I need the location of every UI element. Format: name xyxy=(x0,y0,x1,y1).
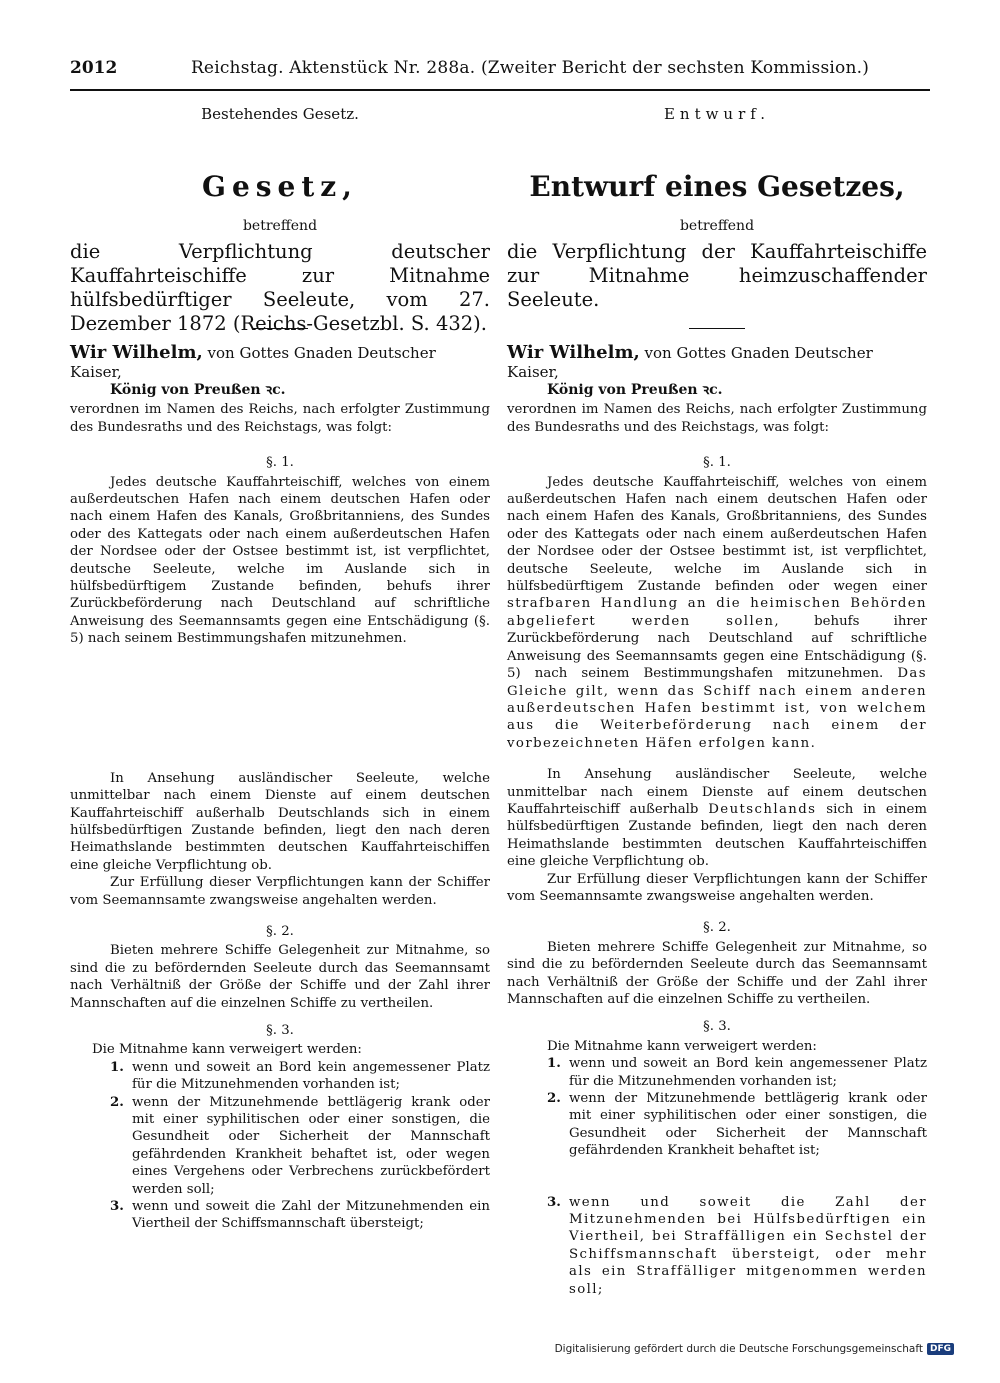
right-preamble-line1 xyxy=(507,343,927,382)
right-sec1-paragraph-3: Zur Erfüllung dieser Verpflichtungen kann der Schiffer vom Seemannsamte zwangsweise angehalten werden. xyxy=(507,871,927,904)
right-preamble-name: Wir Wilhelm, xyxy=(507,342,640,363)
left-sec1-heading: §. 1. xyxy=(266,455,294,471)
right-sec1-paragraph-2: In Ansehung ausländischer Seeleute, welche unmittelbar nach einem Dienste auf einem deutschen Kauffahrteischiff außerhalb Deutschlands sich in einem hülfsbedürftigen Zustande befinden, liegt den nach deren Heimathslande bestimmten deutschen Kauffahrteischiffen eine gleiche Verpflichtung ob. xyxy=(507,767,927,870)
right-sec3-intro: Die Mitnahme kann verweigert werden: xyxy=(547,1038,817,1054)
left-sec3-list xyxy=(70,1059,490,1233)
list-item: 1. wenn und soweit an Bord kein angemessener Platz für die Mitzunehmenden vorhanden ist; xyxy=(110,1059,490,1093)
right-preamble-title: von Gottes Gnaden Deutscher Kaiser, xyxy=(507,344,873,381)
right-gap xyxy=(507,752,927,766)
left-subject: die Verpflichtung deutscher Kauffahrteischiffe zur Mitnahme hülfsbedürftiger Seeleute, vom 27. Dezember 1872 (Reichs-Gesetzbl. S. 432). xyxy=(70,240,490,335)
right-betreffend: betreffend xyxy=(679,218,755,234)
left-column-heading: Bestehendes Gesetz. xyxy=(201,105,359,123)
list-item: 1. wenn und soweit an Bord kein angemessener Platz für die Mitzunehmenden vorhanden ist; xyxy=(547,1056,927,1089)
left-sec2-paragraph: Bieten mehrere Schiffe Gelegenheit zur Mitnahme, so sind die zu befördernden Seeleute durch das Seemannsamt nach Verhältniß der Größe der Schiffe und der Zahl ihrer Mannschaften auf die einzelnen Schiffe zu vertheilen. xyxy=(70,943,490,1011)
list-item: 3. wenn und soweit die Zahl der Mitzunehmenden bei Hülfsbedürftigen ein Viertheil, bei Straffälligen ein Sechstel der Schiffsmannschaft übersteigt, oder mehr als ein Straffälliger mitgenommen werden soll; xyxy=(547,1194,927,1297)
page-number: 2012 xyxy=(70,58,118,78)
left-sec3-heading: §. 3. xyxy=(266,1022,294,1038)
right-sec3-heading: §. 3. xyxy=(703,1019,731,1035)
left-sec1-paragraph-3: Zur Erfüllung dieser Verpflichtungen kann der Schiffer vom Seemannsamte zwangsweise angehalten werden. xyxy=(70,875,490,908)
right-preamble-body: verordnen im Namen des Reichs, nach erfolgter Zustimmung des Bundesraths und des Reichstags, was folgt: xyxy=(507,402,927,435)
right-sec2-paragraph: Bieten mehrere Schiffe Gelegenheit zur Mitnahme, so sind die zu befördernden Seeleute durch das Seemannsamt nach Verhältniß der Größe der Schiffe und der Zahl ihrer Mannschaften auf die einzelnen Schiffe zu vertheilen. xyxy=(507,939,927,1007)
running-header xyxy=(70,58,930,91)
left-preamble-line2: König von Preußen ꝛc. xyxy=(110,382,286,398)
right-title: Entwurf eines Gesetzes, xyxy=(529,170,905,203)
left-betreffend: betreffend xyxy=(242,218,318,234)
right-sec1-amendment-1: strafbaren Handlung an die heimischen Behörden abgeliefert werden sollen, xyxy=(507,596,927,629)
running-title: Reichstag. Aktenstück Nr. 288a. (Zweiter Bericht der sechsten Kommission.) xyxy=(190,58,870,78)
left-preamble-name: Wir Wilhelm, xyxy=(70,342,203,363)
right-preamble-line2: König von Preußen ꝛc. xyxy=(547,382,723,398)
left-sec3-intro: Die Mitnahme kann verweigert werden: xyxy=(92,1042,362,1058)
list-item: 2. wenn der Mitzunehmende bettlägerig krank oder mit einer syphilitischen oder einer sonstigen, die Gesundheit oder Sicherheit der Mannschaft gefährdenden Krankheit behaftet ist; xyxy=(547,1091,927,1159)
digitization-footer xyxy=(555,1343,954,1355)
left-preamble-body: verordnen im Namen des Reichs, nach erfolgter Zustimmung des Bundesraths und des Reichstags, was folgt: xyxy=(70,402,490,435)
left-sec1-paragraph-1: Jedes deutsche Kauffahrteischiff, welches von einem außerdeutschen Hafen nach einem deutschen Hafen oder nach einem Hafen des Kanals, Großbritanniens, des Sundes oder des Kattegats oder nach einem außerdeutschen Hafen der Nordsee oder der Ostsee bestimmt ist, ist verpflichtet, deutsche Seeleute, welche im Auslande sich in hülfsbedürftigem Zustande befinden, behufs ihrer Zurückbeförderung nach Deutschland auf schriftliche Anweisung des Seemannsamts gegen eine Entschädigung (§. 5) nach seinem Bestimmungshafen mitzunehmen. xyxy=(70,474,490,647)
left-preamble-title: von Gottes Gnaden Deutscher Kaiser, xyxy=(70,344,436,381)
left-preamble-line1 xyxy=(70,343,490,382)
left-title: Gesetz, xyxy=(202,170,358,203)
right-sec2-heading: §. 2. xyxy=(703,920,731,936)
right-sec1-heading: §. 1. xyxy=(703,455,731,471)
right-subject: die Verpflichtung der Kauffahrteischiffe zur Mitnahme heimzuschaffender Seeleute. xyxy=(507,240,927,311)
left-sec2-heading: §. 2. xyxy=(266,923,294,939)
right-divider xyxy=(689,328,745,329)
right-sec1-paragraph-1: Jedes deutsche Kauffahrteischiff, welches von einem außerdeutschen Hafen nach einem deutschen Hafen oder nach einem Hafen des Kanals, Großbritanniens, des Sundes oder des Kattegats oder nach einem außerdeutschen Hafen der Nordsee oder der Ostsee bestimmt ist, ist verpflichtet, deutsche Seeleute, welche im Auslande sich in hülfsbedürftigem Zustande befinden oder wegen einer strafbaren Handlung an die heimischen Behörden abgeliefert werden sollen, behufs ihrer Zurückbeförderung nach Deutschland auf schriftliche Anweisung des Seemannsamts gegen eine Entschädigung (§. 5) nach seinem Bestimmungshafen mitzunehmen. Das Gleiche gilt, wenn das Schiff nach einem anderen außerdeutschen Hafen bestimmt ist, von welchem aus die Weiterbeförderung nach einem der vorbezeichneten Häfen erfolgen kann. xyxy=(507,474,927,751)
right-column xyxy=(507,100,927,1298)
right-sec1-amendment-2: Das Gleiche gilt, wenn das Schiff nach einem anderen außerdeutschen Hafen bestimmt ist, von welchem aus die Weiterbeförderung nach einem der vorbezeichneten Häfen erfolgen kann. xyxy=(507,666,927,751)
right-sec3-list xyxy=(507,1055,927,1298)
list-item: 3. wenn und soweit die Zahl der Mitzunehmenden ein Viertheil der Schiffsmannschaft übersteigt; xyxy=(110,1199,490,1232)
list-item: 2. wenn der Mitzunehmende bettlägerig krank oder mit einer syphilitischen oder einer sonstigen, die Gesundheit oder Sicherheit der Mannschaft gefährdenden Krankheit behaftet ist, oder wegen eines Vergehens oder Verbrechens zurückbefördert werden soll; xyxy=(110,1094,490,1197)
left-column xyxy=(70,100,490,1233)
left-sec1-paragraph-2: In Ansehung ausländischer Seeleute, welche unmittelbar nach einem Dienste auf einem deutschen Kauffahrteischiff außerhalb Deutschlands sich in einem hülfsbedürftigen Zustande befinden, liegt den nach deren Heimathslande bestimmten deutschen Kauffahrteischiffen eine gleiche Verpflichtung ob. xyxy=(70,770,490,873)
dfg-logo-icon: DFG xyxy=(927,1343,954,1355)
left-gap xyxy=(70,648,490,770)
footer-text: Digitalisierung gefördert durch die Deutsche Forschungsgemeinschaft xyxy=(554,1343,923,1355)
right-column-heading: Entwurf. xyxy=(663,105,771,123)
